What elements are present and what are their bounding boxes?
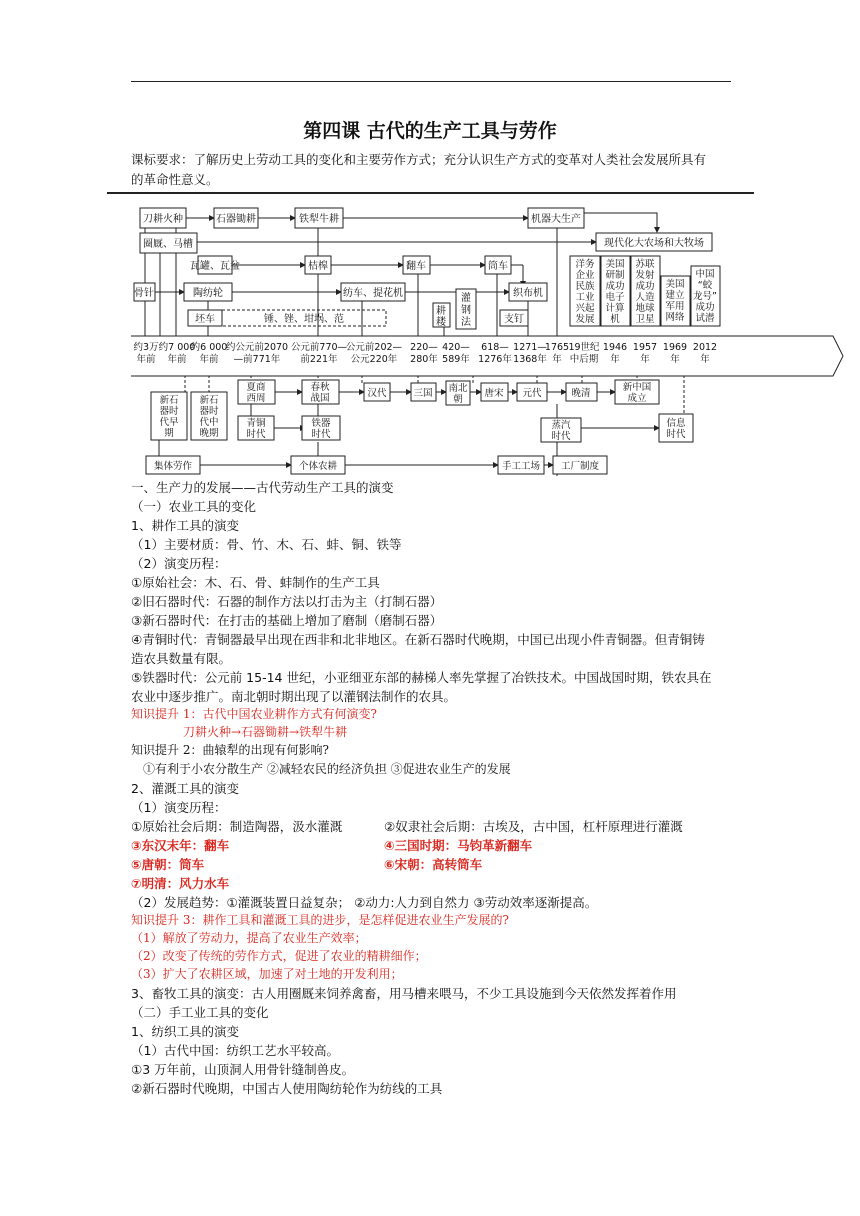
period-spring-autumn: 春秋	[310, 382, 330, 393]
timeline-date: 年	[670, 354, 680, 365]
modern-5-line: 成功	[695, 302, 715, 313]
timeline-date: 1946	[602, 342, 628, 353]
period-steam-age: 蒸汽	[551, 420, 571, 431]
modern-1-line: 洋务	[575, 259, 595, 270]
item-heading-plough-tools: 1、耕作工具的演变	[131, 518, 239, 533]
period-information-age: 时代	[666, 429, 686, 440]
box-spur: 支钉	[504, 314, 524, 325]
period-prc: 成立	[627, 393, 647, 404]
text-song: ⑥宋朝：高转筒车	[384, 857, 483, 872]
timeline-date: 19世纪	[568, 342, 600, 353]
period-steam-age: 时代	[551, 431, 571, 442]
knowledge-3-answer-2: （2）改变了传统的劳作方式，促进了农业的精耕细作；	[131, 949, 427, 963]
labor-workshop: 手工工场	[501, 461, 541, 472]
labor-individual-farming: 个体农耕	[298, 461, 338, 472]
box-shadoof: 桔槔	[308, 261, 328, 272]
section-heading-productivity: 一、生产力的发展——古代劳动生产工具的演变	[131, 480, 394, 495]
period-neolithic-late: 晚期	[199, 428, 219, 439]
modern-2-line: 美国	[605, 259, 625, 270]
modern-5-line: “蛟	[697, 280, 713, 291]
period-yuan: 元代	[522, 388, 542, 399]
period-han: 汉代	[367, 388, 387, 399]
timeline-diagram	[0, 0, 860, 480]
modern-1-line: 兴起	[575, 303, 595, 314]
timeline-date: 589年	[442, 354, 470, 365]
text-neolithic: ③新石器时代：在打击的基础上增加了磨制（磨制石器）	[131, 613, 443, 628]
modern-5-line: 龙号”	[693, 291, 717, 302]
box-slash-burn: 刀耕火种	[143, 214, 183, 225]
timeline-date: 年前	[136, 354, 156, 365]
text-tang: ⑤唐朝：筒车	[131, 857, 205, 872]
timeline-date: 公元前202—	[345, 342, 403, 353]
period-northern-southern: 南北	[448, 383, 468, 394]
timeline-date: 约公元前2070	[225, 342, 289, 353]
labor-factory-system: 工厂制度	[560, 461, 600, 472]
period-tang-song: 唐宋	[484, 388, 504, 399]
page-title: 第四课 古代的生产工具与劳作	[303, 120, 557, 142]
timeline-date: 年	[610, 354, 620, 365]
modern-1-line: 发展	[575, 314, 595, 325]
timeline-date: 1957	[632, 342, 658, 353]
modern-4-line: 网络	[665, 312, 685, 323]
text-ancient-china: （1）古代中国：纺织工艺水平较高。	[131, 1043, 339, 1058]
timeline-date: 618—	[481, 342, 509, 353]
item-heading-irrigation: 2、灌溉工具的演变	[131, 781, 239, 796]
timeline-date: 年前	[167, 354, 187, 365]
modern-2-line: 机	[610, 314, 620, 325]
modern-3-line: 苏联	[635, 259, 655, 270]
box-tube-wheel: 筒车	[488, 261, 508, 272]
timeline-date: 年	[552, 354, 562, 365]
text-eastern-han: ③东汉末年：翻车	[131, 838, 230, 853]
modern-4-line: 军用	[665, 301, 685, 312]
period-neolithic-early: 期	[164, 428, 174, 439]
period-late-qing: 晚清	[571, 388, 591, 399]
timeline-date: 年	[700, 354, 710, 365]
knowledge-3-question: 知识提升 3：耕作工具和灌溉工具的进步，是怎样促进农业生产发展的?	[131, 913, 509, 927]
timeline-date: 1271—	[513, 342, 547, 353]
requirement-line-2: 的革命性意义。	[131, 172, 219, 187]
period-neolithic-early: 器时	[159, 406, 179, 417]
text-three-kingdoms: ④三国时期：马钧革新翻车	[384, 838, 533, 853]
timeline-date: 1969	[662, 342, 688, 353]
box-pen-trough: 圈厩、马槽	[143, 239, 193, 250]
modern-1-line: 民族	[575, 281, 595, 292]
period-iron-age: 铁器	[311, 418, 331, 429]
item-heading-livestock: 3、畜牧工具的演变：古人用圈厩来饲养禽畜，用马槽来喂马，不少工具设施到今天依然发挥着作用	[131, 986, 677, 1001]
timeline-date: 1765	[544, 342, 570, 353]
text-process: （2）演变历程：	[131, 556, 227, 571]
modern-3-line: 卫星	[635, 314, 655, 325]
box-spindle-whorl: 陶纺轮	[193, 288, 223, 299]
box-guangang-3: 法	[461, 317, 471, 328]
text-primitive: ①原始社会：木、石、骨、蚌制作的生产工具	[131, 575, 380, 590]
box-waterwheel: 翻车	[406, 261, 426, 272]
knowledge-3-answer-1: （1）解放了劳动力，提高了农业生产效率；	[131, 931, 367, 945]
period-northern-southern: 朝	[453, 394, 463, 405]
text-bronze: ④青铜时代：青铜器最早出现在西非和北非地区。在新石器时代晚期，中国已出现小件青铜器。但青铜铸	[131, 632, 705, 647]
modern-3-line: 地球	[635, 303, 655, 314]
modern-2-line: 成功	[605, 281, 625, 292]
modern-3-line: 成功	[635, 281, 655, 292]
text-paleolithic: ②旧石器时代：石器的制作方法以打击为主（打制石器）	[131, 594, 443, 609]
modern-2-line: 电子	[605, 292, 625, 303]
knowledge-1-answer: 刀耕火种→石器锄耕→铁犁牛耕	[183, 725, 348, 739]
timeline-date: 1368年	[513, 354, 547, 365]
text-bronze-2: 造农具数量有限。	[131, 651, 232, 666]
box-guangang-2: 钢	[461, 305, 471, 316]
subsection-heading-handicraft: （二）手工业工具的变化	[131, 1005, 269, 1020]
modern-5-line: 试潜	[695, 313, 715, 324]
timeline-date: 280年	[410, 354, 438, 365]
timeline-date: 公元前770—	[290, 342, 348, 353]
modern-3-line: 发射	[635, 270, 655, 281]
box-iron-plough: 铁犁牛耕	[299, 214, 339, 225]
timeline-date: 约3万	[133, 342, 159, 353]
item-heading-textile: 1、纺织工具的演变	[131, 1024, 239, 1039]
period-information-age: 信息	[666, 418, 686, 429]
timeline-date: 1276年	[478, 354, 512, 365]
knowledge-2-answer: ①有利于小农分散生产 ②减轻农民的经济负担 ③促进农业生产的发展	[143, 762, 511, 776]
modern-2-line: 研制	[605, 270, 625, 281]
box-modern-farm: 现代化大农场和大牧场	[604, 238, 704, 249]
subsection-heading-agriculture: （一）农业工具的变化	[131, 499, 257, 514]
modern-4-line: 美国	[665, 279, 685, 290]
period-bronze-age: 时代	[246, 429, 266, 440]
period-neolithic-late: 器时	[199, 406, 219, 417]
box-gengdan-2: 耧	[436, 317, 446, 328]
period-bronze-age: 青铜	[246, 418, 266, 429]
period-xia-shang-zhou: 夏商	[246, 382, 266, 393]
box-metal-tools: 锤、锉、坩埚、范	[264, 314, 344, 325]
text-trend: （2）发展趋势：①灌溉装置日益复杂； ②动力:人力到自然力 ③劳动效率逐渐提高。	[131, 895, 598, 910]
period-spring-autumn: 战国	[310, 393, 330, 404]
timeline-date: 中后期	[569, 354, 599, 365]
box-bone-needle: 骨针	[134, 288, 154, 299]
text-irrigation-primitive: ①原始社会后期：制造陶器，汲水灌溉	[131, 819, 343, 834]
requirement-line-1: 课标要求：了解历史上劳动工具的变化和主要劳作方式；充分认识生产方式的变革对人类社会发展所具有	[131, 152, 707, 167]
text-ming-qing: ⑦明清：风力水车	[131, 876, 230, 891]
box-stone-hoe: 石器锄耕	[216, 214, 256, 225]
period-neolithic-late: 代中	[199, 417, 219, 428]
period-neolithic-early: 新石	[159, 395, 179, 406]
modern-1-line: 企业	[575, 270, 595, 281]
modern-5-line: 中国	[695, 269, 715, 280]
period-iron-age: 时代	[311, 429, 331, 440]
text-spindle-whorl: ②新石器时代晚期，中国古人使用陶纺轮作为纺线的工具	[131, 1081, 443, 1096]
period-three-kingdoms: 三国	[413, 388, 433, 399]
period-prc: 新中国	[622, 382, 652, 393]
text-iron-2: 农业中逐步推广。南北朝时期出现了以灌钢法制作的农具。	[131, 689, 457, 704]
text-irrigation-process: （1）演变历程：	[131, 800, 227, 815]
timeline-date: 年	[640, 354, 650, 365]
period-xia-shang-zhou: 西周	[246, 393, 266, 404]
box-spinning-wheel: 纺车、提花机	[343, 288, 403, 299]
box-loom: 织布机	[513, 288, 543, 299]
modern-2-line: 计算	[605, 303, 625, 314]
period-neolithic-early: 代早	[159, 417, 179, 428]
box-guangang-1: 灌	[461, 293, 471, 304]
timeline-date: —前771年	[233, 354, 281, 365]
modern-3-line: 人造	[635, 292, 655, 303]
modern-1-line: 工业	[575, 292, 595, 303]
box-pottery: 瓦罐、瓦盆	[190, 261, 240, 272]
modern-4-line: 建立	[665, 290, 685, 301]
timeline-date: 420—	[442, 342, 470, 353]
knowledge-3-answer-3: （3）扩大了农耕区域，加速了对土地的开发利用；	[131, 967, 403, 981]
box-machine-production: 机器大生产	[531, 214, 581, 225]
timeline-date: 公元220年	[350, 354, 398, 365]
knowledge-1-question: 知识提升 1：古代中国农业耕作方式有何演变?	[131, 707, 377, 721]
knowledge-2-question: 知识提升 2：曲辕犁的出现有何影响?	[131, 743, 329, 757]
labor-collective: 集体劳作	[153, 461, 193, 472]
timeline-date: 约6 000	[190, 342, 228, 353]
text-iron: ⑤铁器时代：公元前 15-14 世纪，小亚细亚东部的赫梯人率先掌握了冶铁技术。中国战国时期，铁农具在	[131, 670, 712, 685]
timeline-date: 前221年	[300, 354, 338, 365]
period-neolithic-late: 新石	[199, 395, 219, 406]
text-materials: （1）主要材质：骨、竹、木、石、蚌、铜、铁等	[131, 537, 402, 552]
box-potters-wheel: 坯车	[195, 314, 215, 325]
box-gengdan-1: 耕	[436, 306, 446, 317]
timeline-date: 220—	[410, 342, 438, 353]
text-irrigation-slave: ②奴隶社会后期：古埃及，古中国，杠杆原理进行灌溉	[384, 819, 683, 834]
timeline-date: 约7 000	[158, 342, 196, 353]
timeline-date: 年前	[199, 354, 219, 365]
timeline-date: 2012	[692, 342, 718, 353]
text-bone-needle: ①3 万年前，山顶洞人用骨针缝制兽皮。	[131, 1062, 355, 1077]
